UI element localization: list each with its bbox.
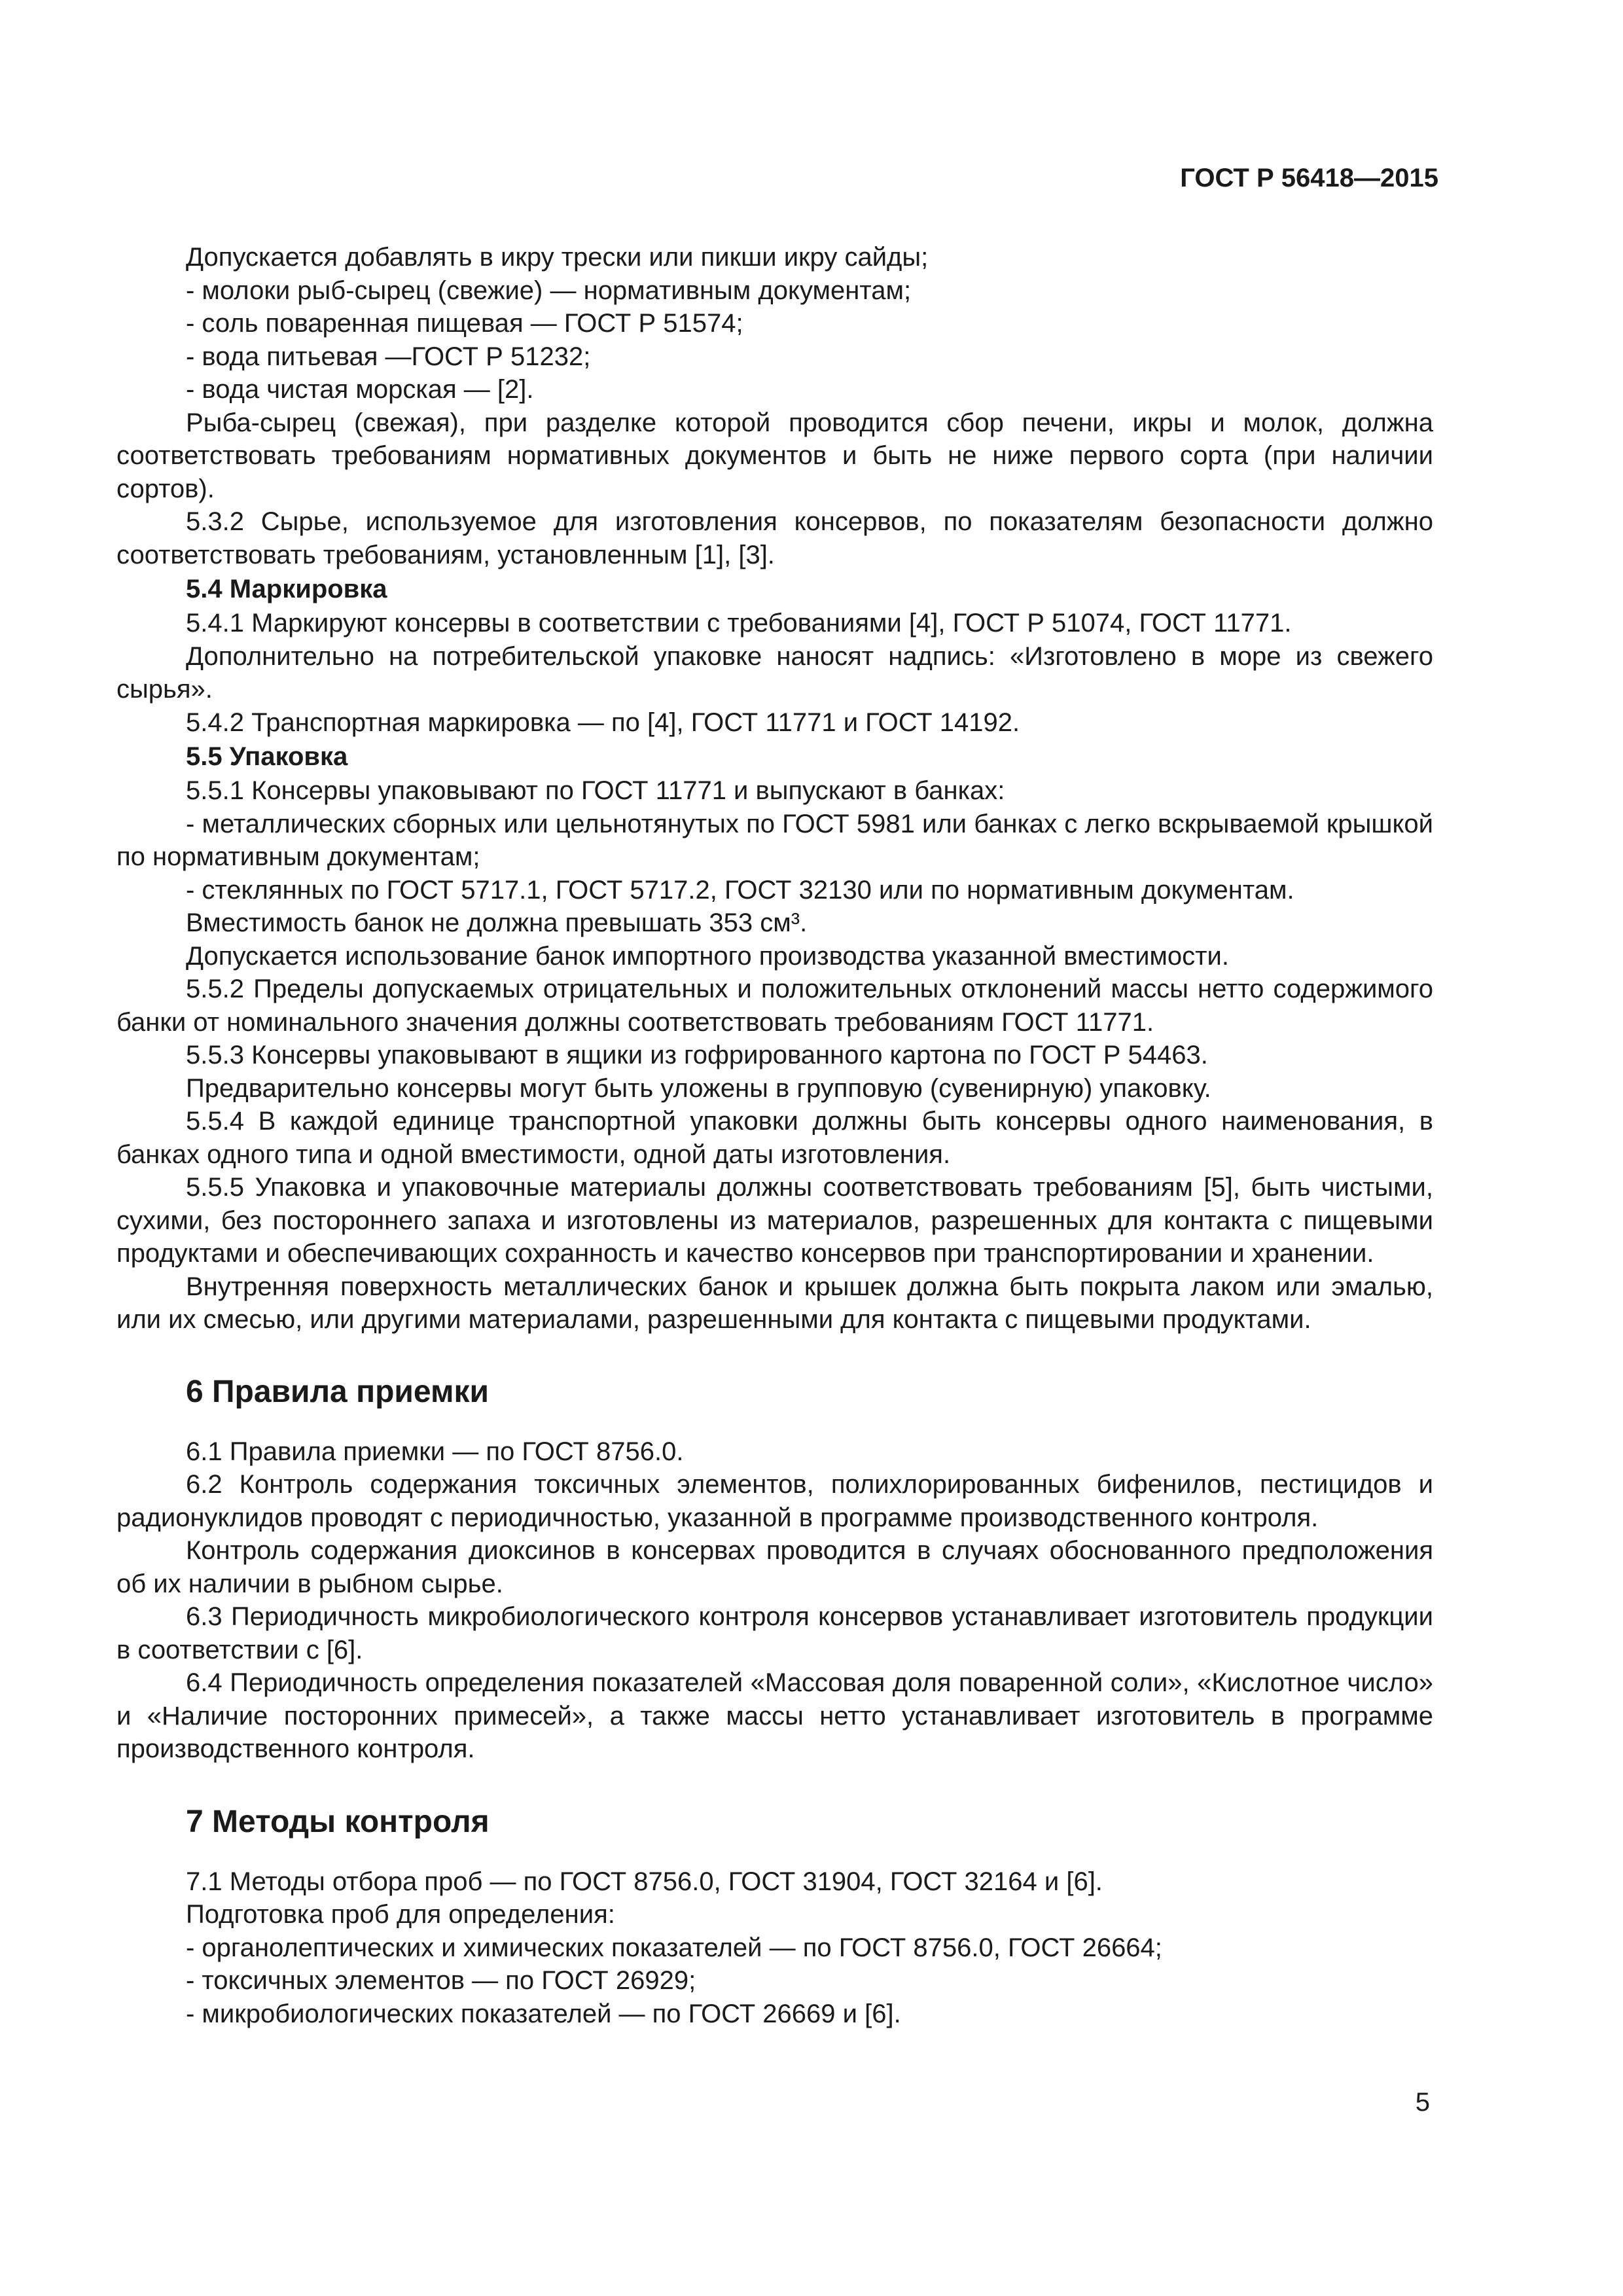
paragraph: 5.5.3 Консервы упаковывают в ящики из гофрированного картона по ГОСТ Р 54463. bbox=[186, 1041, 1208, 1069]
paragraph: 5.3.2 Сырье, используемое для изготовления консервов, по показателям безопасности должно соответствовать требованиям, установленным [1], [3]. bbox=[116, 507, 1433, 569]
list-item: - вода чистая морская — [2]. bbox=[186, 375, 534, 404]
list-item: - молоки рыб-сырец (свежие) — нормативным документам; bbox=[186, 276, 912, 305]
paragraph: Допускается использование банок импортного производства указанной вместимости. bbox=[186, 941, 1229, 971]
paragraph: Вместимость банок не должна превышать 353 см³. bbox=[186, 908, 808, 937]
list-item: - микробиологических показателей — по ГОСТ 26669 и [6]. bbox=[186, 1999, 901, 2028]
paragraph: Допускается добавлять в икру трески или пикши икру сайды; bbox=[186, 243, 929, 272]
list-item: - токсичных элементов — по ГОСТ 26929; bbox=[186, 1966, 696, 1995]
list-item: - соль поваренная пищевая — ГОСТ Р 51574; bbox=[186, 309, 743, 338]
paragraph: 6.4 Периодичность определения показателей «Массовая доля поваренной соли», «Кислотное число» и «Наличие посторонних примесей», а также массы нетто устанавливает изготовитель в программе производственного контроля. bbox=[116, 1668, 1433, 1763]
subsection-heading-5-4: 5.4 Маркировка bbox=[186, 575, 387, 603]
paragraph: 5.5.1 Консервы упаковывают по ГОСТ 11771 и выпускают в банках: bbox=[186, 776, 1005, 805]
paragraph: 5.4.1 Маркируют консервы в соответствии с требованиями [4], ГОСТ Р 51074, ГОСТ 11771. bbox=[186, 609, 1292, 637]
paragraph: 5.5.5 Упаковка и упаковочные материалы должны соответствовать требованиям [5], быть чистыми, сухими, без постороннего запаха и изготовлены из материалов, разрешенных для контакта с пищевыми продуктами и обеспечивающих сохранность и качество консервов при транспортировании и хранении. bbox=[116, 1173, 1433, 1268]
paragraph: 6.2 Контроль содержания токсичных элементов, полихлорированных бифенилов, пестицидов и радионуклидов проводят с периодичностью, указанной в программе производственного контроля. bbox=[116, 1470, 1433, 1532]
paragraph: 6.1 Правила приемки — по ГОСТ 8756.0. bbox=[186, 1437, 684, 1466]
section-heading-6: 6 Правила приемки bbox=[186, 1374, 490, 1409]
list-item: - вода питьевая —ГОСТ Р 51232; bbox=[186, 342, 591, 371]
paragraph: Внутренняя поверхность металлических банок и крышек должна быть покрыта лаком или эмалью, или их смесью, или другими материалами, разрешенными для контакта с пищевыми продуктами. bbox=[116, 1272, 1433, 1334]
paragraph: 6.3 Периодичность микробиологического контроля консервов устанавливает изготовитель продукции в соответствии с [6]. bbox=[116, 1602, 1433, 1664]
section-heading-7: 7 Методы контроля bbox=[186, 1804, 490, 1839]
paragraph: 5.5.2 Пределы допускаемых отрицательных и положительных отклонений массы нетто содержимого банки от номинального значения должны соответствовать требованиям ГОСТ 11771. bbox=[116, 975, 1433, 1037]
document-body bbox=[116, 241, 1433, 2030]
paragraph: Подготовка проб для определения: bbox=[186, 1900, 615, 1929]
paragraph: Дополнительно на потребительской упаковке наносят надпись: «Изготовлено в море из свежего сырья». bbox=[116, 641, 1433, 704]
paragraph: 7.1 Методы отбора проб — по ГОСТ 8756.0, ГОСТ 31904, ГОСТ 32164 и [6]. bbox=[186, 1867, 1103, 1896]
list-item: - стеклянных по ГОСТ 5717.1, ГОСТ 5717.2, ГОСТ 32130 или по нормативным документам. bbox=[186, 875, 1294, 905]
subsection-heading-5-5: 5.5 Упаковка bbox=[186, 742, 348, 771]
page-number: 5 bbox=[1415, 2088, 1430, 2117]
paragraph: Предварительно консервы могут быть уложены в групповую (сувенирную) упаковку. bbox=[186, 1073, 1211, 1103]
paragraph: 5.5.4 В каждой единице транспортной упаковки должны быть консервы одного наименования, в банках одного типа и одной вместимости, одной даты изготовления. bbox=[116, 1107, 1433, 1169]
list-item: - металлических сборных или цельнотянутых по ГОСТ 5981 или банках с легко вскрываемой крышкой по нормативным документам; bbox=[116, 809, 1433, 871]
paragraph: 5.4.2 Транспортная маркировка — по [4], ГОСТ 11771 и ГОСТ 14192. bbox=[186, 708, 1020, 737]
document-code: ГОСТ Р 56418—2015 bbox=[1180, 164, 1438, 192]
list-item: - органолептических и химических показателей — по ГОСТ 8756.0, ГОСТ 26664; bbox=[186, 1933, 1162, 1962]
paragraph: Рыба-сырец (свежая), при разделке которой проводится сбор печени, икры и молок, должна соответствовать требованиям нормативных документов и быть не ниже первого сорта (при наличии сортов). bbox=[116, 408, 1433, 503]
paragraph: Контроль содержания диоксинов в консервах проводится в случаях обоснованного предположения об их наличии в рыбном сырье. bbox=[116, 1536, 1433, 1598]
